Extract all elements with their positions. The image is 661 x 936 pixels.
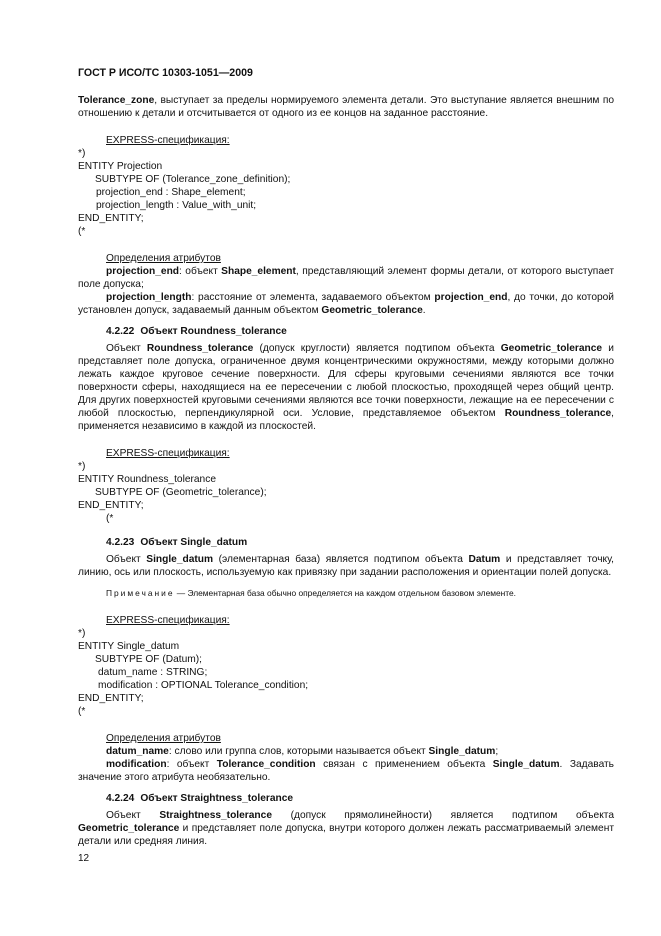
express-attribute: modification : OPTIONAL Tolerance_condition;	[98, 680, 309, 691]
section-heading: 4.2.22 Объект Roundness_tolerance	[106, 326, 287, 337]
express-spec-label: EXPRESS-спецификация:	[106, 448, 230, 459]
document-page	[78, 0, 614, 936]
attribute-definition: datum_name: слово или группа слов, которыми называется объект Single_datum;	[106, 746, 499, 757]
express-entity: ENTITY Projection	[78, 161, 163, 172]
express-close: (*	[78, 226, 86, 237]
express-end: END_ENTITY;	[78, 693, 144, 704]
document-header: ГОСТ Р ИСО/ТС 10303-1051—2009	[78, 67, 253, 79]
section-heading: 4.2.24 Объект Straightness_tolerance	[106, 793, 294, 804]
express-attribute: datum_name : STRING;	[98, 667, 208, 678]
express-open: *)	[78, 628, 86, 639]
express-close: (*	[106, 513, 114, 524]
express-spec-label: EXPRESS-спецификация:	[106, 615, 230, 626]
page-content	[78, 94, 614, 848]
express-end: END_ENTITY;	[78, 213, 144, 224]
express-open: *)	[78, 148, 86, 159]
attribute-definitions-label: Определения атрибутов	[106, 253, 221, 264]
express-end: END_ENTITY;	[78, 500, 144, 511]
attribute-definition: projection_end: объект Shape_element, представляющий элемент формы детали, от которого выступает поле допуска;	[78, 266, 614, 290]
term-tolerance-zone: Tolerance_zone	[78, 95, 155, 106]
express-subtype: SUBTYPE OF (Geometric_tolerance);	[95, 487, 267, 498]
attribute-definitions-label: Определения атрибутов	[106, 733, 221, 744]
section-heading: 4.2.23 Объект Single_datum	[106, 537, 248, 548]
express-subtype: SUBTYPE OF (Datum);	[95, 654, 202, 665]
section-paragraph: Объект Single_datum (элементарная база) является подтипом объекта Datum и представляет точку, линию, ось или плоскость, используемую как привязку при задании расположения и ориентации полей допуска.	[78, 554, 614, 578]
express-subtype: SUBTYPE OF (Tolerance_zone_definition);	[95, 174, 291, 185]
note: Примечание — Элементарная база обычно определяется на каждом отдельном базовом элементе.	[106, 588, 516, 598]
attribute-definition: projection_length: расстояние от элемента, задаваемого объектом projection_end, до точки, до которой установлен допуск, задаваемый данным объектом Geometric_tolerance.	[78, 292, 615, 316]
express-attribute: projection_length : Value_with_unit;	[96, 200, 257, 211]
express-open: *)	[78, 461, 86, 472]
express-attribute: projection_end : Shape_element;	[96, 187, 246, 198]
express-entity: ENTITY Roundness_tolerance	[78, 474, 216, 485]
section-paragraph: Объект Straightness_tolerance (допуск прямолинейности) является подтипом объекта Geometric_tolerance и представляет поле допуска, внутри которого должен лежать рассматриваемый элемент детали или средняя линия.	[78, 810, 614, 847]
attribute-definition: modification: объект Tolerance_condition связан с применением объекта Single_datum. Задавать значение этого атрибута необязательно.	[78, 759, 614, 783]
section-paragraph: Объект Roundness_tolerance (допуск круглости) является подтипом объекта Geometric_tolerance и представляет поле допуска, ограниченное двумя концентрическими окружностями, между которыми должно лежать каждое круговое сечение поверхности. Для сферы круговыми сечениями являются все точки поверхности сферы, находящиеся на ее пересечении с любой плоскостью, проходящей через общий центр. Для других поверхностей круговыми сечениями являются все точки поверхности, лежащие на ее пересечении с любой плоскостью, перпендикулярной оси. Условие, представляемое объектом Roundness_tolerance, применяется независимо в каждой из плоскостей.	[78, 343, 614, 432]
express-entity: ENTITY Single_datum	[78, 641, 180, 652]
express-close: (*	[78, 706, 86, 717]
page-number: 12	[78, 853, 90, 864]
intro-paragraph: Tolerance_zone, выступает за пределы нормируемого элемента детали. Это выступание является внешним по отношению к детали и отсчитывается от одного из ее концов на заданное расстояние.	[78, 95, 614, 119]
express-spec-label: EXPRESS-спецификация:	[106, 135, 230, 146]
